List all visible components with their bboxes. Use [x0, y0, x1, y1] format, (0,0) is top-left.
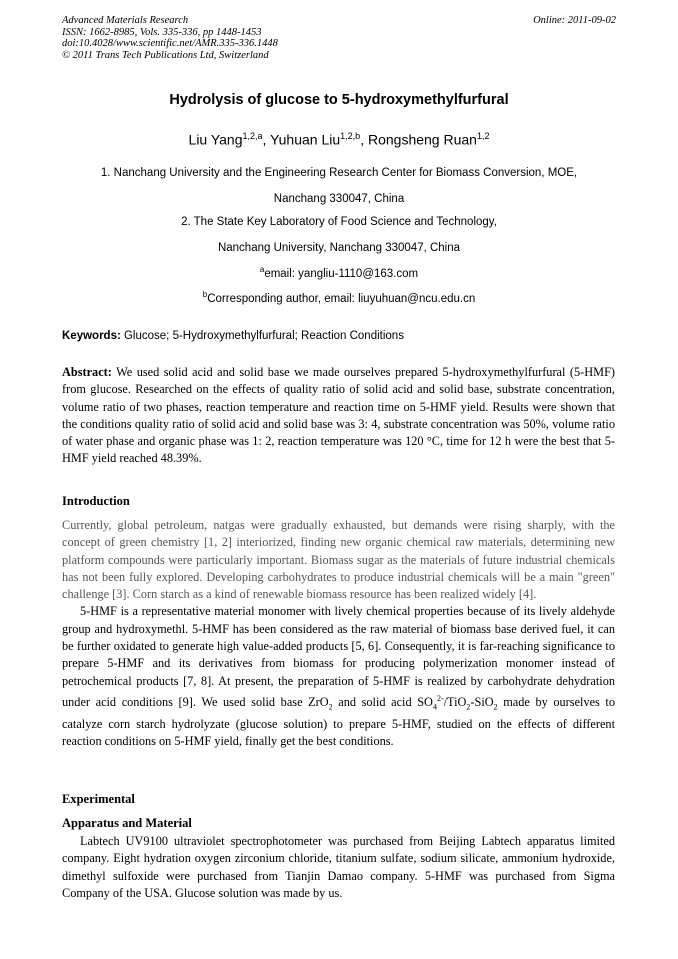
keywords-label: Keywords: — [62, 330, 121, 342]
affiliation-line-1: 1. Nanchang University and the Engineering Research Center for Biomass Conversion, MOE, — [100, 167, 578, 179]
introduction-paragraph-2 — [62, 603, 615, 750]
keywords-text: Glucose; 5-Hydroxymethylfurfural; Reaction Conditions — [120, 330, 404, 342]
author-affiliation-sup: 1,2,b — [340, 131, 361, 141]
email-b-text: Corresponding author, email: liuyuhuan@ncu.edu.cn — [207, 292, 476, 305]
p2-sub: 2 — [466, 702, 471, 712]
p2-sub: 2 — [328, 702, 333, 712]
online-date: Online: 2011-09-02 — [533, 15, 616, 26]
p2-text-a: 5-HMF is a representative material monomer with lively chemical properties because of its lively aldehyde group and hydroxymethl. 5-HMF has been considered as the raw material of biomass base derived fuel, it can be further oxidated to generate high value-added products [5, 6]. Consequently, it is far-reaching significance to prepare 5-HMF and its derivatives from biomass for producing polymerization monomer instead of petrochemical products [7, 8]. At present, the preparation of 5-HMF is realized by carbohydrate dehydration under acid conditions [9]. We used solid base ZrO — [62, 604, 615, 710]
author-name: Liu Yang — [188, 131, 243, 148]
author-separator: , — [262, 131, 271, 148]
author-affiliation-sup: 1,2 — [476, 131, 490, 141]
affiliation-line-2: Nanchang 330047, China — [273, 193, 405, 205]
email-b-sup: b — [202, 290, 208, 299]
journal-copyright: © 2011 Trans Tech Publications Ltd, Switzerland — [62, 49, 269, 61]
journal-issn: ISSN: 1662-8985, Vols. 335-336, pp 1448-1453 — [62, 26, 262, 38]
experimental-heading: Experimental — [62, 792, 135, 806]
experimental-body — [62, 833, 615, 902]
abstract-label: Abstract: — [62, 365, 112, 379]
affiliation-line-4: Nanchang University, Nanchang 330047, China — [217, 242, 461, 254]
author-affiliation-sup: 1,2,a — [242, 131, 263, 141]
p2-sub: 4 — [432, 702, 437, 712]
journal-name: Advanced Materials Research — [62, 15, 189, 26]
email-a-text: email: yangliu-1110@163.com — [264, 267, 419, 280]
journal-header — [62, 15, 616, 61]
introduction-paragraph-1: Currently, global petroleum, natgas were gradually exhausted, but demands were rising sharply, with the concept of green chemistry [1, 2] interiorized, finding new organic chemical raw materials, determining new platform compounds were particularly important. Biomass sugar as the materials of future industrial chemicals has not been fully explored. Developing carbohydrates to produce industrial chemicals will be a main "green" challenge [3]. Corn starch as a kind of renewable biomass resource has been realized widely [4]. — [62, 518, 615, 602]
email-b — [0, 290, 678, 305]
author-name: Yuhuan Liu — [270, 131, 341, 148]
introduction-heading: Introduction — [62, 494, 130, 508]
apparatus-subheading: Apparatus and Material — [62, 816, 192, 830]
abstract — [62, 364, 615, 468]
affiliation-line-3: 2. The State Key Laboratory of Food Science and Technology, — [181, 216, 497, 228]
p2-text-c: /TiO — [443, 695, 467, 710]
p2-text-e: made by ourselves to catalyze corn starch hydrolyzate (glucose solution) to prepare 5-HMF, studied on the effects of different reaction conditions on 5-HMF yield, finally get the best conditions. — [62, 695, 616, 749]
author-separator: , — [360, 131, 368, 148]
p2-text-d: -SiO — [470, 695, 494, 710]
p2-sub: 2 — [493, 702, 498, 712]
paper-title: Hydrolysis of glucose to 5-hydroxymethylfurfural — [169, 92, 509, 108]
author-name: Rongsheng Ruan — [367, 131, 477, 148]
author-list — [0, 131, 678, 148]
abstract-text: We used solid acid and solid base we made ourselves prepared 5-hydroxymethylfurfural (5-HMF) from glucose. Researched on the effects of quality ratio of solid acid and solid base, substrate concentration, volume ratio of two phases, reaction temperature and reaction time on 5-HMF yield. Results were shown that the conditions quality ratio of solid acid and solid base was 3: 4, substrate concentration was 50%, volume ratio of water phase and organic phase was 1: 2, reaction temperature was 120 °C, time for 12 h were the best that 5-HMF yield reached 48.39%. — [62, 365, 615, 466]
p2-sup: 2- — [436, 693, 444, 703]
journal-doi: doi:10.4028/www.scientific.net/AMR.335-336.1448 — [62, 38, 278, 49]
email-a — [0, 265, 678, 280]
p2-text-b: and solid acid SO — [332, 695, 433, 710]
introduction-body — [62, 517, 615, 750]
keywords — [62, 330, 404, 342]
email-a-sup: a — [259, 265, 265, 274]
experimental-paragraph-1: Labtech UV9100 ultraviolet spectrophotometer was purchased from Beijing Labtech apparatus limited company. Eight hydration oxygen zirconium chloride, titanium sulfate, sodium silicate, ammonium hydroxide, dimethyl sulfoxide were purchased from Tianjin Damao company. 5-HMF was purchased from Sigma Company of the USA. Glucose solution was made by us. — [62, 834, 615, 900]
